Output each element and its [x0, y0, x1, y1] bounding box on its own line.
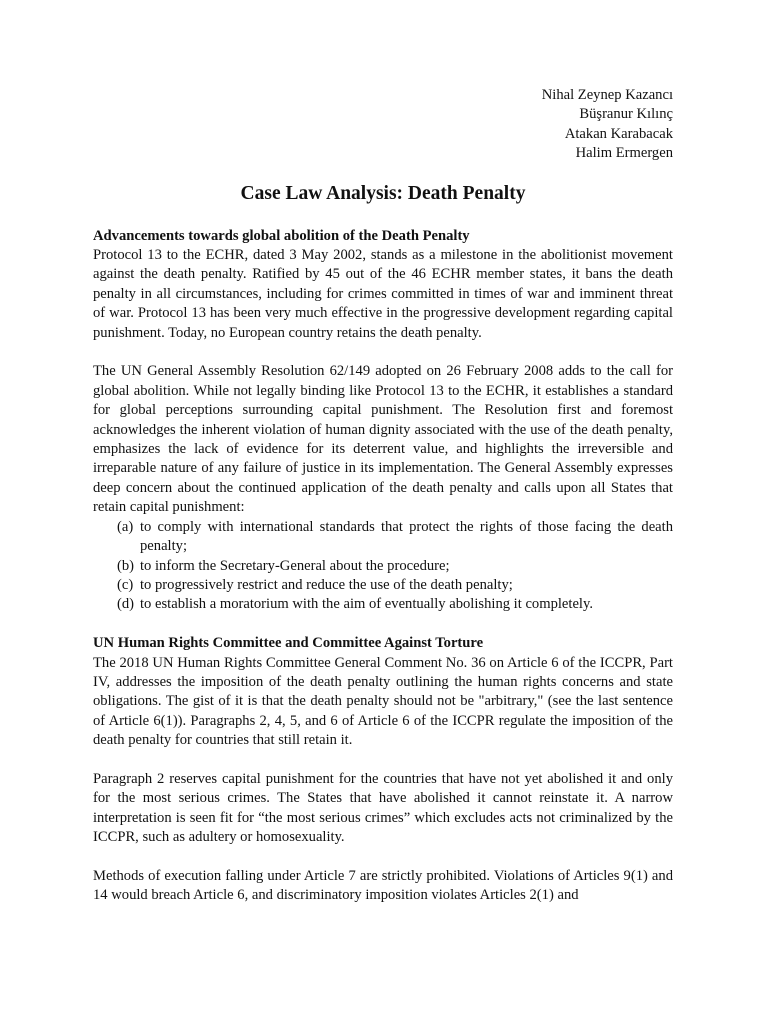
- section-heading-un-committees: UN Human Rights Committee and Committee Against Torture: [93, 635, 484, 652]
- section-heading-abolition: Advancements towards global abolition of the Death Penalty: [93, 227, 470, 244]
- paragraph-serious-crimes: Paragraph 2 reserves capital punishment for the countries that have not yet abolished it and only for the most serious crimes. The States that have abolished it cannot reinstate it. A narrow interpretation is seen fit for “the most serious crimes” which excludes acts not criminalized by the ICCPR, such as adultery or homosexuality.: [93, 770, 673, 846]
- paragraph-spacer: [93, 751, 673, 770]
- list-marker: (b): [117, 557, 135, 574]
- author-name: Halim Ermergen: [575, 145, 673, 162]
- list-item-text: to establish a moratorium with the aim of eventually abolishing it completely.: [140, 596, 593, 613]
- list-marker: (d): [117, 596, 135, 613]
- list-item: [117, 557, 673, 576]
- paragraph-methods-of-execution: Methods of execution falling under Article 7 are strictly prohibited. Violations of Articles 9(1) and 14 would breach Article 6, and discriminatory imposition violates Articles 2(1) and: [93, 867, 673, 904]
- author-name: Büşranur Kılınç: [579, 106, 673, 123]
- author-list: [93, 86, 673, 164]
- list-item: [117, 576, 673, 595]
- paragraph-spacer: [93, 848, 673, 867]
- author-name: Atakan Karabacak: [564, 125, 673, 142]
- list-item: [117, 595, 673, 614]
- list-marker: (c): [117, 576, 134, 593]
- paragraph-un-resolution: The UN General Assembly Resolution 62/149 adopted on 26 February 2008 adds to the call for global abolition. While not legally binding like Protocol 13 to the ECHR, it establishes a standard for global perceptions surrounding capital punishment. The Resolution first and foremost acknowledges the inherent violation of human dignity associated with the use of the death penalty, emphasizes the lack of evidence for its deterrent value, and highlights the irreversible and irreparable nature of any failure of justice in its implementation. The General Assembly expresses deep concern about the continued application of the death penalty and calls upon all States that retain capital punishment:: [93, 363, 673, 516]
- document-page: [93, 86, 673, 906]
- paragraph-general-comment-36: The 2018 UN Human Rights Committee General Comment No. 36 on Article 6 of the ICCPR, Part IV, addresses the imposition of the death penalty outlining the human rights concerns and state obligations. The gist of it is that the death penalty should not be "arbitrary," (see the last sentence of Article 6(1)). Paragraphs 2, 4, 5, and 6 of Article 6 of the ICCPR regulate the imposition of the death penalty for countries that still retain it.: [93, 654, 673, 749]
- list-item: [117, 518, 673, 557]
- list-item-text: to comply with international standards that protect the rights of those facing the death penalty;: [140, 518, 673, 555]
- list-item-text: to inform the Secretary-General about the procedure;: [140, 557, 450, 574]
- document-title: Case Law Analysis: Death Penalty: [240, 182, 526, 204]
- author-name: Nihal Zeynep Kazancı: [541, 87, 673, 103]
- paragraph-protocol-13: Protocol 13 to the ECHR, dated 3 May 2002, stands as a milestone in the abolitionist movement against the death penalty. Ratified by 45 out of the 46 ECHR member states, it bans the death penalty in all circumstances, including for crimes committed in times of war and imminent threat of war. Protocol 13 has been very much effective in the progressive development regarding capital punishment. Today, no European country retains the death penalty.: [93, 247, 673, 341]
- resolution-call-list: [93, 518, 673, 615]
- paragraph-spacer: [93, 615, 673, 634]
- list-item-text: to progressively restrict and reduce the use of the death penalty;: [140, 576, 513, 593]
- list-marker: (a): [117, 518, 134, 535]
- paragraph-spacer: [93, 343, 673, 362]
